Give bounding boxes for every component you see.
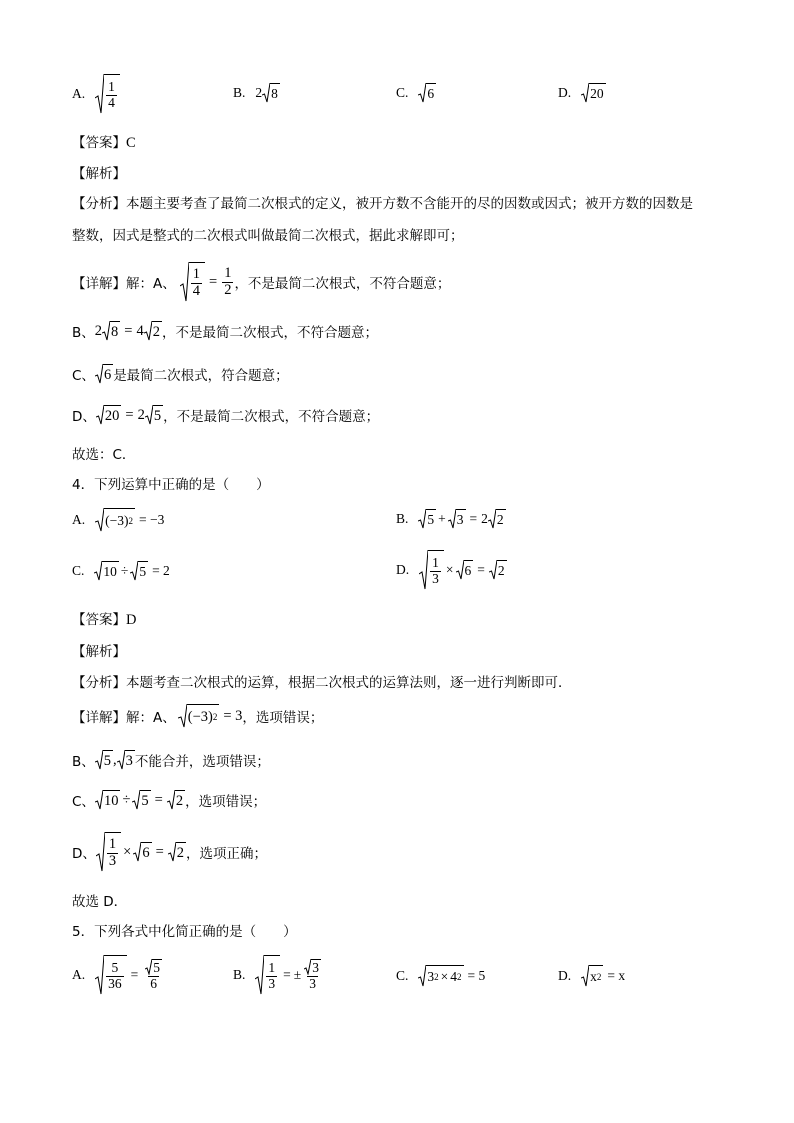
option-label: A. [72,86,86,101]
coefficient: 2 [94,322,103,339]
numerator: 1 [108,78,115,94]
q3-option-c [396,83,436,103]
q4-detail-a [72,704,323,728]
q4-detail-d: D、 $\frac{1}{3}$ × 6 = 2 ，选项正确； [72,832,267,872]
q3-detail-d: D、 20 = 2 5 ，不是最简二次根式，不符合题意； [72,406,380,425]
numerator: 5 [111,959,119,975]
radicand: 5 [103,750,113,770]
radicand: 2 [496,509,506,529]
item-prefix: D、 [72,409,96,425]
radical [180,262,205,302]
result: = 3 [223,707,243,724]
numerator: 1 [224,264,232,281]
denominator: 4 [108,94,115,110]
radicand: 5 [153,959,160,975]
answer-value: C [126,135,136,151]
q5-option-b: B. $\frac{1}{3}$ = ± $\frac{3}{3}$ [233,955,324,995]
result: = 5 [467,968,486,983]
radicand: 20 [589,83,606,103]
answer-tag: 【答案】 [72,135,126,151]
denominator: 2 [224,281,232,298]
answer-tag: 【答案】 [72,612,126,628]
numerator: 1 [192,265,200,282]
option-label: D. [558,85,572,100]
numerator: 1 [268,959,276,975]
denominator: 6 [150,975,157,991]
radicand: 10 [102,561,119,581]
fenxi-text: 本题主要考查了最简二次根式的定义，被开方数不含能开的尽的因数或因式；被开方数的因数是 [126,196,693,212]
radicand: (−3) [105,513,129,528]
radicand: 2 [175,790,185,810]
denominator: 3 [108,852,117,869]
coefficient: 4 [136,322,144,339]
q3-option-b [233,83,280,103]
plus-minus: ± [293,967,302,982]
option-label: C. [396,85,409,100]
q3-option-a [72,74,120,114]
coefficient: 2 [255,85,263,100]
q3-conclusion: 故选：C． [72,447,136,463]
radicand: 3 [456,509,466,529]
coefficient: 2 [137,406,145,423]
q4-option-a [72,508,164,532]
q3-fenxi-line1 [72,192,693,212]
option-label: D. [558,968,572,983]
item-prefix: B、 [72,325,95,341]
radicand: 2 [497,560,507,580]
item-prefix: 解：A、 [126,276,176,292]
option-label: A. [72,512,86,527]
item-prefix: C、 [72,368,95,384]
q3-detail-a: 【详解】 解：A、 $\frac{1}{4}$ = $\frac{1}{2}$ ，不是最简二次根式，不符合题意； [72,262,450,302]
q3-fenxi-line2: 整数，因式是整式的二次根式叫做最简二次根式，据此求解即可； [72,228,464,244]
exponent: 2 [434,972,439,982]
option-label: A. [72,967,86,982]
radicand: 6 [141,842,151,862]
radicand: 20 [104,405,122,425]
q5-option-a: A. $\frac{5}{36}$ = $\frac{5}{6}$ [72,955,165,995]
radicand: 2 [152,321,162,341]
q3-detail-b: B、 2 8 = 4 2 ，不是最简二次根式，不符合题意； [72,322,378,341]
detail-text: ，选项正确； [186,846,268,862]
numerator: 1 [108,835,117,852]
q3-option-d [558,83,606,103]
option-label: B. [233,967,246,982]
detail-text: 是最简二次根式，符合题意； [113,368,289,384]
fenxi-tag: 【分析】 [72,675,126,691]
detail-tag: 【详解】 [72,710,126,726]
answer-value: D [126,612,137,628]
q4-conclusion: 故选 D． [72,894,128,910]
detail-text: ，不是最简二次根式，不符合题意； [161,325,378,341]
option-label: D. [396,562,410,577]
q4-detail-b: B、 5 , 3 不能合并，选项错误； [72,751,270,770]
radicand: (−3) [187,708,213,725]
item-prefix: B、 [72,754,95,770]
result: = x [607,968,626,983]
radicand: 3 [312,959,319,975]
denominator: 36 [108,975,122,991]
denominator: 3 [268,975,276,991]
option-label: B. [396,511,409,526]
base: 3 [427,969,435,984]
item-prefix: 解：A、 [126,710,176,726]
detail-tag: 【详解】 [72,276,126,292]
radicand: 5 [138,561,148,581]
numerator: 1 [432,554,439,570]
radical [95,74,120,114]
radicand: 5 [426,509,436,529]
q3-answer [72,131,136,152]
radicand: 3 [125,750,135,770]
option-label: C. [72,563,85,578]
exponent: 2 [212,712,218,722]
item-prefix: D、 [72,846,96,862]
q4-fenxi [72,671,572,691]
radicand: 6 [103,364,113,384]
radicand: 8 [110,321,120,341]
q3-detail-c [72,364,289,384]
radicand: 8 [270,83,280,103]
denominator: 3 [309,975,316,991]
detail-text: 不能合并，选项错误； [134,754,270,770]
q4-option-b: B. 5 + 3 = 2 2 [396,511,504,527]
radicand: 6 [426,83,436,103]
detail-text: ，选项错误； [242,710,324,726]
q4-answer [72,608,136,629]
denominator: 3 [432,570,439,586]
exponent: 2 [596,972,602,982]
radical [581,83,606,103]
radicand: 6 [464,560,474,580]
base: 4 [450,969,458,984]
detail-text: ，不是最简二次根式，不符合题意； [163,409,380,425]
radicand: 5 [153,405,163,425]
result: = −3 [138,512,165,527]
detail-text: ，选项错误； [185,794,267,810]
q4-analysis-tag: 【解析】 [72,644,126,660]
radicand: 2 [176,842,186,862]
result: = 2 [152,563,170,578]
option-label: C. [396,968,409,983]
denominator: 4 [192,282,200,299]
q5-option-c: C. 3 2 × 4 2 = 5 [396,965,485,987]
radicand: 10 [103,790,121,810]
fenxi-tag: 【分析】 [72,196,126,212]
q3-analysis-tag: 【解析】 [72,166,126,182]
fenxi-text: 本题考查二次根式的运算，根据二次根式的运算法则，逐一进行判断即可． [126,675,572,691]
base: x [590,969,597,984]
q4-stem: 4．下列运算中正确的是（ ） [72,477,270,493]
radical [262,83,280,103]
radical [418,83,436,103]
q4-option-c: C. 10 ÷ 5 = 2 [72,563,170,579]
option-label: B. [233,85,246,100]
coefficient: 2 [481,511,488,526]
exponent: 2 [457,972,462,982]
exponent: 2 [128,516,133,526]
item-prefix: C、 [72,794,95,810]
q4-detail-c: C、 10 ÷ 5 = 2 ，选项错误； [72,791,267,810]
q4-option-d: D. $\frac{1}{3}$ × 6 = 2 [396,550,507,590]
q5-option-d [558,965,625,987]
radicand: 5 [140,790,150,810]
q5-stem: 5．下列各式中化简正确的是（ ） [72,924,297,940]
detail-text: ，不是最简二次根式，不符合题意； [234,276,451,292]
